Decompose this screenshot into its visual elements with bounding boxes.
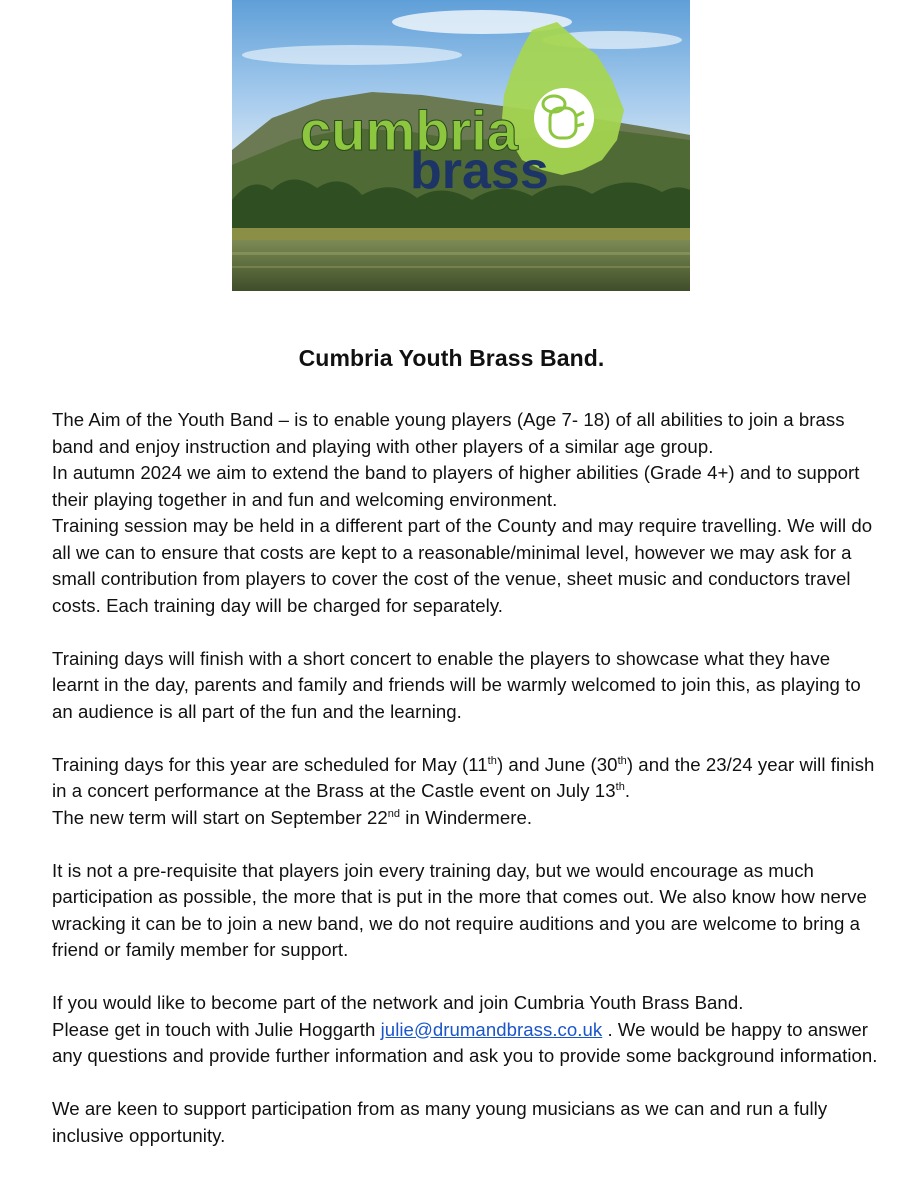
contact-text: If you would like to become part of the network and join Cumbria Youth Brass Band. Please get in touch with Julie Hoggarth — [52, 992, 744, 1040]
schedule-text: Training days for this year are scheduled for May (11 — [52, 753, 488, 775]
schedule-paragraph — [52, 752, 882, 832]
schedule-text: . The new term will start on September 22 — [52, 780, 631, 828]
schedule-text: ) and June (30 — [496, 753, 618, 775]
cumbria-brass-banner — [232, 0, 690, 291]
ordinal-suffix: th — [487, 754, 497, 767]
flyer-body — [52, 407, 882, 1176]
contact-paragraph — [52, 990, 882, 1070]
schedule-text: ) and the 23/24 year will finish in a concert performance at the Brass at the Castle event on July 13 — [52, 753, 875, 801]
email-link[interactable]: julie@drumandbrass.co.uk — [380, 1018, 603, 1040]
aim-paragraph: The Aim of the Youth Band – is to enable young players (Age 7- 18) of all abilities to join a brass band and enjoy instruction and playing with other players of a similar age group. In autumn 2024 we aim to extend the band to players of higher abilities (Grade 4+) and to support their playing together in and fun and welcoming environment. Training session may be held in a different part of the County and may require travelling. We will do all we can to ensure that costs are kept to a reasonable/minimal level, however we may ask for a small contribution from players to cover the cost of the venue, sheet music and conductors travel costs. Each training day will be charged for separately. — [52, 409, 873, 616]
lake-landscape-image — [232, 0, 690, 291]
contact-text: . We would be happy to answer any questions and provide further information and ask you to provide some background information. — [52, 1018, 878, 1066]
participation-paragraph: It is not a pre-requisite that players join every training day, but we would encourage as much participation as possible, the more that is put in the more that comes out. We also know how nerve wracking it can be to join a new band, we do not require auditions and you are welcome to bring a friend or family member for support. — [52, 859, 867, 960]
schedule-text: in Windermere. — [400, 806, 533, 828]
ordinal-suffix: nd — [387, 807, 401, 820]
ordinal-suffix: th — [615, 781, 625, 793]
page-title: Cumbria Youth Brass Band. — [298, 345, 605, 371]
logo-word-brass: brass — [410, 142, 549, 200]
euphonium-icon — [534, 88, 594, 148]
closing-paragraph: We are keen to support participation from as many young musicians as we can and run a fully inclusive opportunity. — [52, 1098, 828, 1146]
logo-word-cumbria: cumbria — [300, 99, 518, 162]
ordinal-suffix: th — [617, 754, 627, 767]
concert-paragraph: Training days will finish with a short concert to enable the players to showcase what they have learnt in the day, parents and family and friends will be warmly welcomed to join this, as playing to an audience is all part of the fun and the learning. — [52, 647, 861, 722]
